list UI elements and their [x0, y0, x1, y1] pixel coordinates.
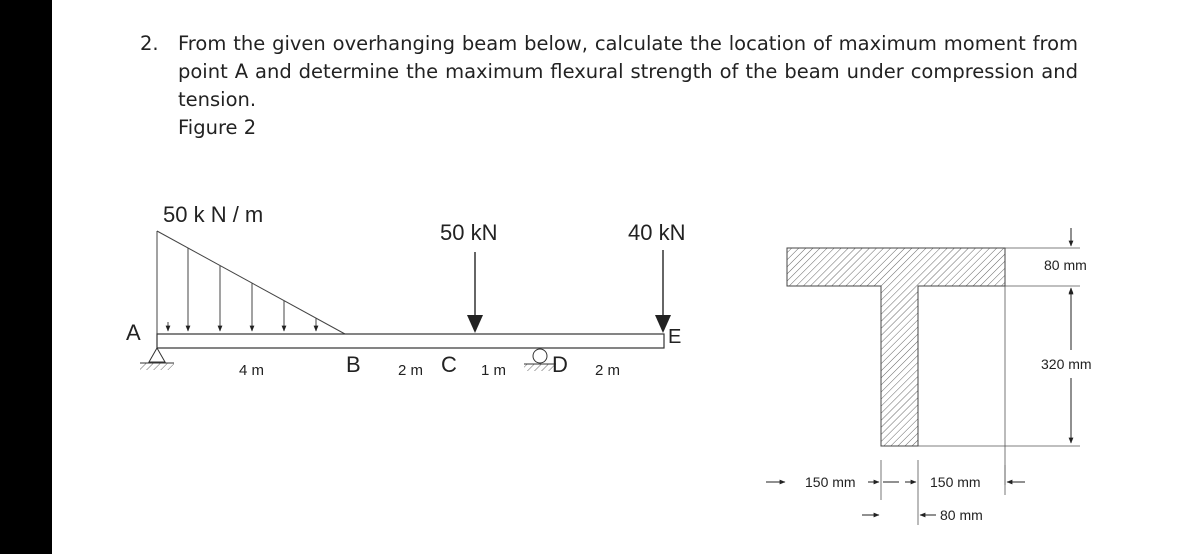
- left-overhang-label: 150 mm: [805, 474, 856, 490]
- problem-number: 2.: [140, 32, 159, 55]
- point-e-label: E: [668, 326, 682, 348]
- beam: [157, 334, 664, 348]
- flange-thickness-label: 80 mm: [1044, 257, 1087, 273]
- web-height-label: 320 mm: [1041, 356, 1092, 372]
- right-overhang-label: 150 mm: [930, 474, 981, 490]
- point-d-label: D: [552, 352, 568, 377]
- point-c-label: C: [441, 352, 457, 377]
- problem-text: From the given overhanging beam below, calculate the location of maximum moment from point A and determine the maximum flexural strength of the beam under compression and tension.: [178, 32, 1078, 111]
- distributed-load: [157, 231, 345, 334]
- figure-label: Figure 2: [178, 116, 257, 139]
- point-b-label: B: [346, 352, 361, 377]
- point-load-c-label: 50 kN: [440, 220, 498, 245]
- pin-support-a: [140, 348, 174, 370]
- span-ab-label: 4 m: [239, 362, 265, 379]
- point-load-e: [655, 250, 671, 333]
- beam-diagram: [126, 202, 685, 379]
- web-width-label: 80 mm: [940, 507, 983, 523]
- point-a-label: A: [126, 320, 141, 345]
- t-section: [766, 228, 1092, 525]
- span-de-label: 2 m: [595, 362, 621, 379]
- point-load-c: [467, 252, 483, 333]
- distributed-load-label: 50 k N / m: [163, 202, 264, 227]
- span-bc-label: 2 m: [398, 362, 424, 379]
- point-load-e-label: 40 kN: [628, 220, 686, 245]
- span-cd-label: 1 m: [481, 362, 507, 379]
- t-section-shape: [787, 248, 1005, 446]
